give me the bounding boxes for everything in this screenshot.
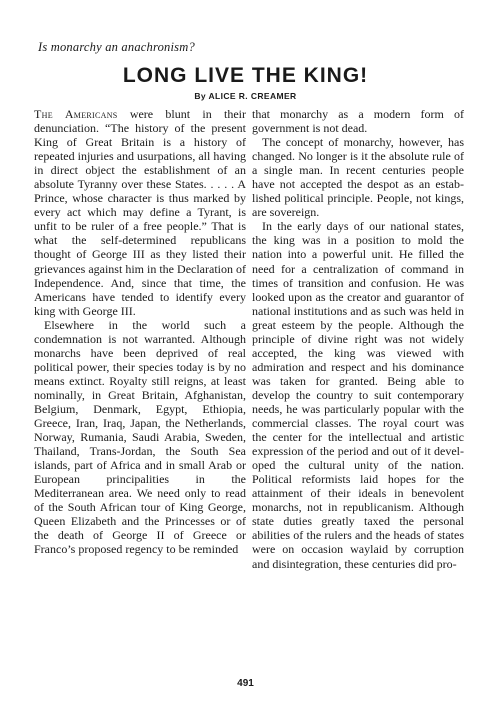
lead-in: The Americans bbox=[34, 107, 118, 121]
paragraph bbox=[34, 107, 246, 318]
paragraph: Elsewhere in the world such a condemnation is not warranted. Although monarchs have been deprived of real political power, their species today is by no means extinct. Royalty still reigns, at least nominally, in Great Britain, Afghanistan, Belgium, Denmark, Egypt, Ethiopia, Greece, Iran, Iraq, Japan, the Netherlands, Norway, Rumania, Saudi Arabia, Sweden, Thailand, Trans-Jordan, the South Sea islands, part of Africa and in small Arab or European principalities in the Mediterranean area. We need only to read of the South African tour of King George, Queen Elizabeth and the Princesses or of the death of George II of Greece or Franco’s proposed regency to be reminded bbox=[34, 317, 246, 557]
right-column bbox=[252, 107, 464, 571]
paragraph: The concept of monarchy, however, has changed. No longer is it the absolute rule of a single man. In recent centuries people have not accepted the despot as an established political principle. People, not kings, are sovereign. bbox=[252, 135, 464, 220]
page-number: 491 bbox=[237, 678, 254, 689]
paragraph: that monarchy as a modern form of government is not dead. bbox=[252, 107, 464, 136]
paragraph: In the early days of our national states, the king was in a position to mold the nation into a powerful unit. He filled the need for a centralization of command in times of transition and confusion. He was looked upon as the creator and guarantor of national institutions and as such was held in great esteem by the people. Although the principle of divine right was not widely accepted, the king was viewed with admiration and respect and his dominance was taken for granted. Being able to develop the country to suit contemporary needs, he was particularly popular with the commercial classes. The royal court was the center for the intellectual and artistic expression of the period and out of it developed the cultural unity of the nation. Political reformists laid hopes for the attainment of their ideals in benevolent monarchs, not in republicanism. Although state duties greatly taxed the personal abilities of the rulers and the heads of states were on occasion waylaid by corruption and disintegration, these centuries did pro- bbox=[252, 219, 464, 571]
article-kicker: Is monarchy an anachronism? bbox=[38, 40, 195, 54]
article-byline: By ALICE R. CREAMER bbox=[194, 91, 297, 101]
left-column bbox=[34, 107, 246, 557]
article-title: LONG LIVE THE KING! bbox=[122, 64, 369, 87]
paragraph-text: were blunt in their denunciation. “The history of the present King of Great Britain is a history of repeated injuries and usurpations, all having in direct object the establishment of an absolute Tyranny over these States. . . . . A Prince, whose character is thus marked by every act which may define a Tyrant, is unfit to be ruler of a free people.” That is what the self-determined republicans thought of George III as they listed their grievances against him in the Declaration of Independence. And, since that time, the Americans have tended to identify every king with George III. bbox=[34, 107, 246, 318]
